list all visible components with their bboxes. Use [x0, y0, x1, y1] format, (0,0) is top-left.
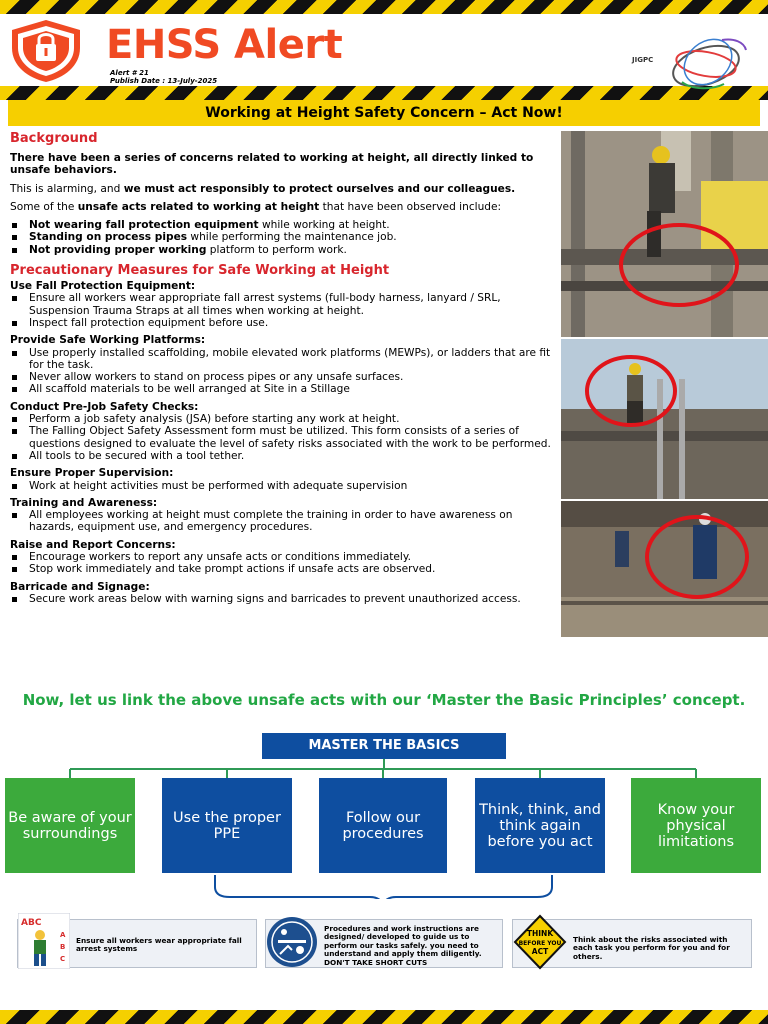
text-span-bold: Not wearing fall protection equipment [29, 219, 259, 232]
list-item: Encourage workers to report any unsafe acts or conditions immediately. [10, 551, 555, 563]
info-card-procedures [265, 919, 503, 968]
info-card-fall-arrest [17, 919, 257, 968]
link-heading: Now, let us link the above unsafe acts with our ‘Master the Basic Principles’ concept. [22, 691, 746, 709]
card-text [324, 925, 500, 967]
section-list [10, 551, 555, 576]
alert-shield-icon [6, 18, 86, 84]
text-span-bold: we must act responsibly to protect ourselves and our colleagues. [123, 182, 516, 195]
photo-illustration [561, 501, 768, 637]
list-item: Secure work areas below with warning signs and barricades to prevent unauthorized access. [10, 593, 555, 605]
sign-text-act: ACT [531, 947, 549, 956]
list-item [10, 219, 555, 231]
section-title: Use Fall Protection Equipment: [10, 280, 196, 293]
text-span-bold: unsafe acts related to working at height [77, 200, 320, 213]
section-title: Conduct Pre-Job Safety Checks: [10, 400, 199, 413]
section-list [10, 413, 555, 462]
hazard-stripe-top [0, 0, 768, 14]
icon-letter-b: B [60, 943, 66, 951]
section-title: Provide Safe Working Platforms: [10, 334, 206, 347]
icon-letters-abc: ABC [21, 918, 42, 928]
section-title: Raise and Report Concerns: [10, 538, 176, 551]
section-list [10, 347, 555, 396]
unsafe-acts-list [10, 219, 555, 256]
list-item: Ensure all workers wear appropriate fall arrest systems (full-body harness, lanyard / SRL, Suspension Trauma Straps at all times when working at height. [10, 292, 555, 317]
photo-illustration [561, 339, 768, 499]
sign-text-before-you: BEFORE YOU [518, 940, 562, 947]
basic-box-aware: Be aware of your surroundings [5, 778, 135, 873]
text-span-bold: Standing on process pipes [29, 231, 188, 244]
list-item: Work at height activities must be performed with adequate supervision [10, 480, 555, 492]
text-span: platform to perform work. [206, 243, 347, 256]
section-list [10, 593, 555, 605]
section-list [10, 480, 555, 492]
text-span: Some of the [10, 200, 78, 213]
background-heading: Background [10, 131, 98, 146]
card-paragraph: Procedures and work instructions are designed/ developed to guide us to perform our tasks safely. you need to understand and apply them diligently. [324, 924, 482, 959]
icon-letter-a: A [60, 931, 66, 939]
list-item [10, 244, 555, 256]
alert-meta [110, 69, 217, 85]
list-item: Stop work immediately and take prompt actions if unsafe acts are observed. [10, 563, 555, 575]
master-the-basics-title: MASTER THE BASICS [262, 733, 506, 759]
alert-number: Alert # 21 [110, 69, 149, 77]
photo-workers-on-platform [561, 501, 768, 637]
page-title: EHSS Alert [106, 22, 343, 68]
card-text: Think about the risks associated with each task you perform for you and for others. [573, 935, 730, 961]
sign-text-think: THINK [526, 929, 554, 938]
list-item: All employees working at height must complete the training in order to have awareness on hazards, equipment use, and emergency procedures. [10, 509, 555, 534]
photo-illustration [561, 131, 768, 337]
hazard-stripe-bottom [0, 1010, 768, 1024]
publish-date: Publish Date : 13-July-2025 [110, 77, 218, 85]
think-before-you-act-sign-icon [513, 914, 567, 970]
basic-box-limitations: Know your physical limitations [631, 778, 761, 873]
photo-worker-on-structure [561, 339, 768, 499]
header [0, 14, 768, 86]
headline-banner: Working at Height Safety Concern – Act Now! [8, 100, 760, 126]
text-span: while working at height. [258, 219, 390, 232]
measures-heading: Precautionary Measures for Safe Working at Height [10, 263, 390, 279]
section-title: Training and Awareness: [10, 496, 158, 509]
section-list [10, 509, 555, 534]
photo-column [561, 131, 768, 637]
list-item [10, 231, 555, 243]
basic-box-ppe: Use the proper PPE [162, 778, 292, 873]
text-span: that have been observed include: [319, 200, 502, 213]
card-emphasis: DON'T TAKE SHORT CUTS [324, 957, 428, 967]
text-span-bold: Not providing proper working [29, 243, 207, 256]
list-item: Use properly installed scaffolding, mobile elevated work platforms (MEWPs), or ladders that are fit for the task. [10, 347, 555, 372]
list-item: Never allow workers to stand on process pipes or any unsafe surfaces. [10, 371, 555, 383]
info-card-think [512, 919, 752, 968]
abc-fall-protection-icon [18, 913, 70, 969]
text-span: This is alarming, and [10, 182, 124, 195]
photo-worker-on-pipes [561, 131, 768, 337]
main-content [10, 131, 555, 608]
list-item: All scaffold materials to be well arranged at Site in a Stillage [10, 383, 555, 395]
card-text: Ensure all workers wear appropriate fall arrest systems [76, 936, 242, 954]
hazard-stripe-middle [0, 86, 768, 100]
section-title: Barricade and Signage: [10, 580, 150, 593]
company-logo-icon [662, 32, 752, 94]
list-item: Inspect fall protection equipment before use. [10, 317, 555, 329]
list-item: The Falling Object Safety Assessment form must be utilized. This form consists of a series of questions designed to evaluate the level of safety risks associated with the work to be performed. [10, 425, 555, 450]
background-paragraph-2 [10, 183, 555, 195]
list-item: Perform a job safety analysis (JSA) before starting any work at height. [10, 413, 555, 425]
icon-letter-c: C [60, 955, 66, 963]
basic-box-procedures: Follow our procedures [319, 778, 447, 873]
background-paragraph-3 [10, 201, 555, 213]
procedures-icon [266, 916, 318, 968]
company-logo-text: JIGPC [632, 56, 654, 64]
background-paragraph-1: There have been a series of concerns related to working at height, all directly linked to unsafe behaviors. [10, 152, 534, 177]
text-span: while performing the maintenance job. [187, 231, 397, 244]
section-list [10, 292, 555, 329]
list-item: All tools to be secured with a tool tether. [10, 450, 555, 462]
basic-box-think: Think, think, and think again before you act [475, 778, 605, 873]
section-title: Ensure Proper Supervision: [10, 467, 174, 480]
